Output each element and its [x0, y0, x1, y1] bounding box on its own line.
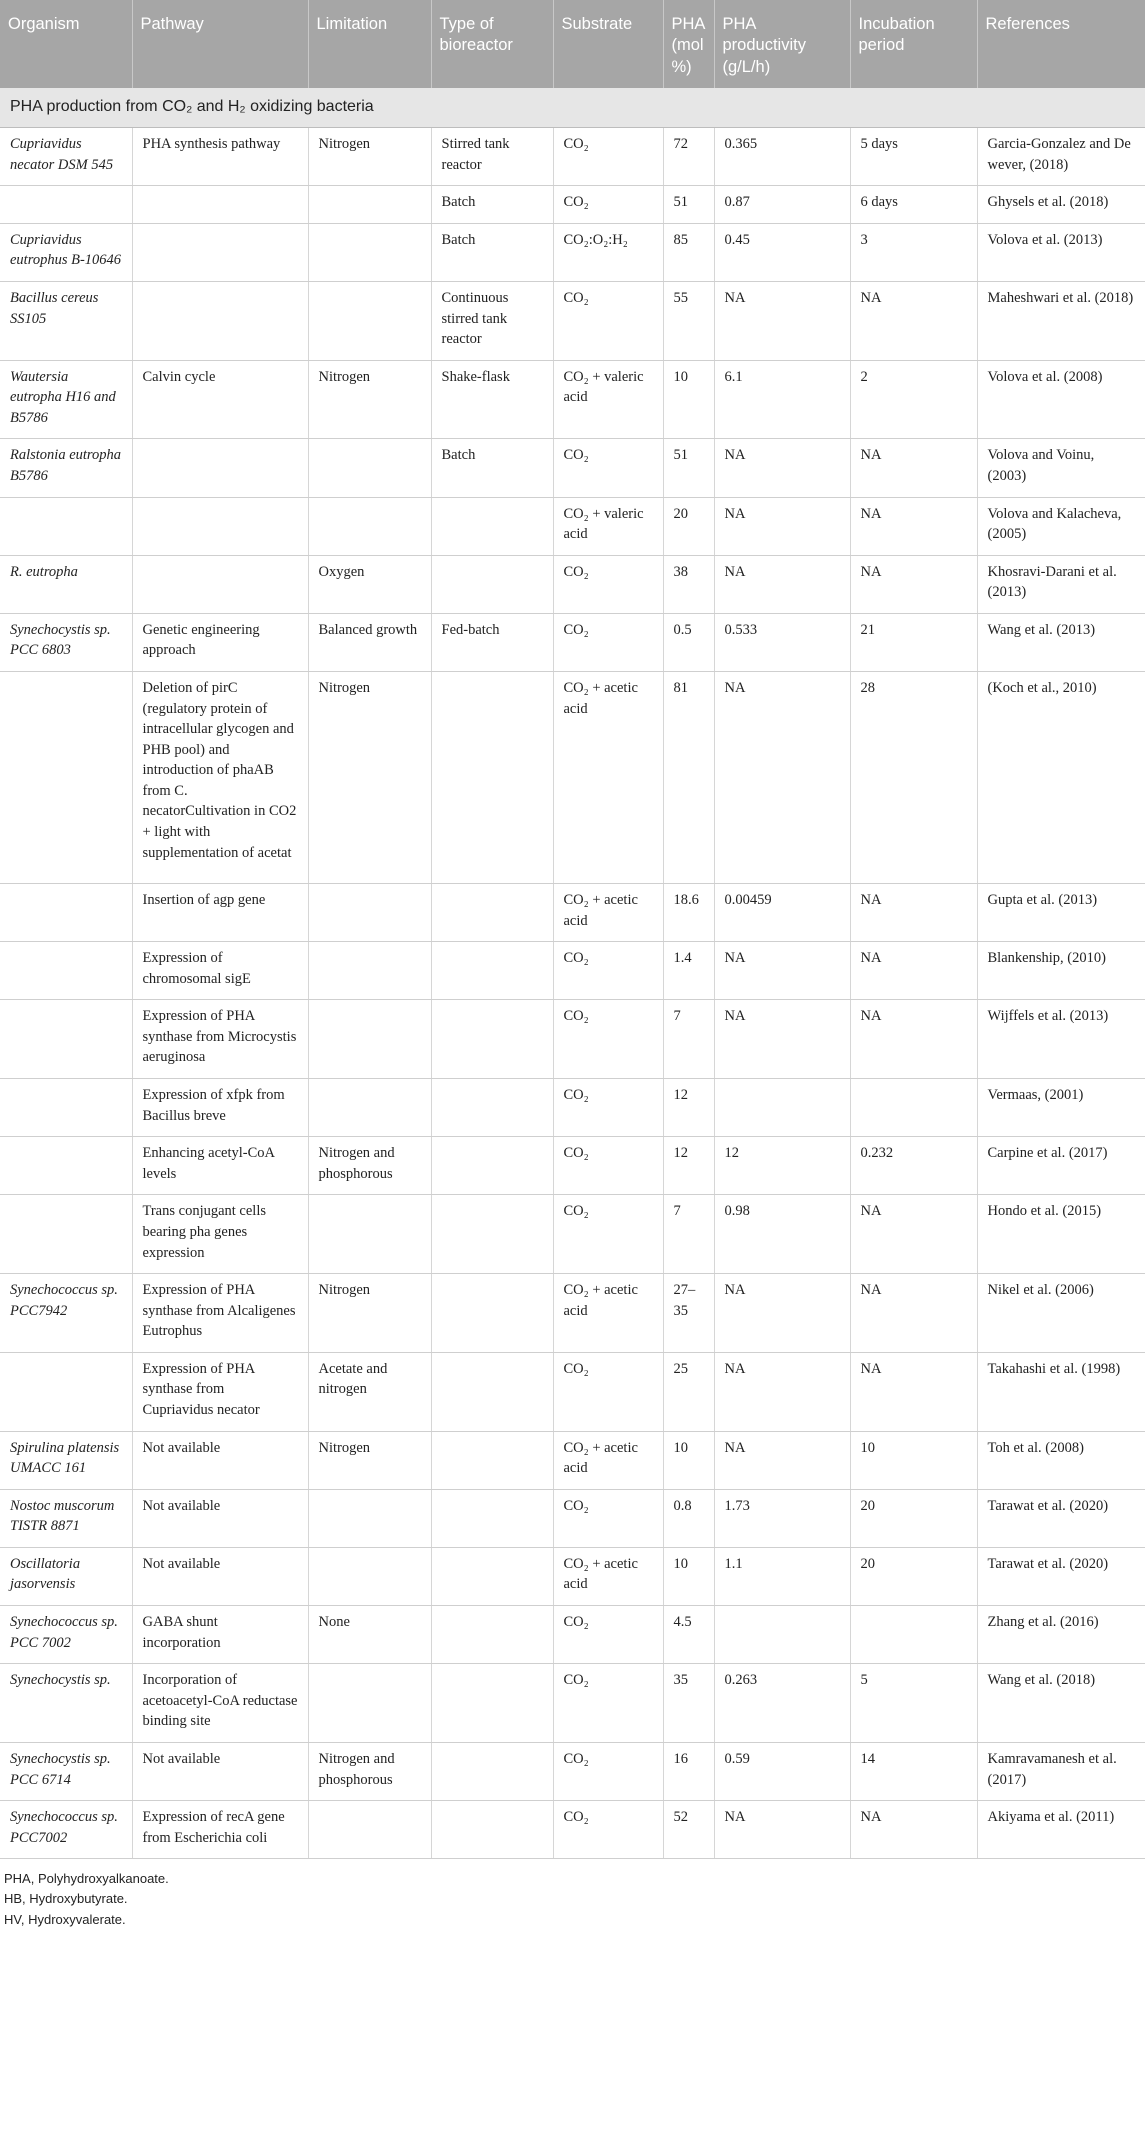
header-row	[0, 0, 1145, 88]
cell-incubation: 14	[850, 1742, 977, 1800]
cell-incubation	[850, 1079, 977, 1137]
cell-pathway: Expression of PHA synthase from Microcystis aeruginosa	[132, 1000, 308, 1079]
cell-bioreactor	[431, 1664, 553, 1743]
cell-substrate: CO₂ + acetic acid	[553, 1274, 663, 1353]
cell-incubation: NA	[850, 555, 977, 613]
cell-limitation: Oxygen	[308, 555, 431, 613]
cell-organism	[0, 1000, 132, 1079]
cell-incubation: NA	[850, 281, 977, 360]
cell-bioreactor	[431, 1801, 553, 1859]
cell-pha: 20	[663, 497, 714, 555]
cell-organism: Synechocystis sp. PCC 6803	[0, 613, 132, 671]
cell-pha: 1.4	[663, 942, 714, 1000]
header-references: References	[977, 0, 1145, 88]
cell-bioreactor: Fed-batch	[431, 613, 553, 671]
header-organism: Organism	[0, 0, 132, 88]
cell-limitation	[308, 1664, 431, 1743]
table-row	[0, 223, 1145, 281]
cell-productivity: NA	[714, 1801, 850, 1859]
table-row	[0, 1606, 1145, 1664]
cell-pathway	[132, 439, 308, 497]
cell-pha: 4.5	[663, 1606, 714, 1664]
cell-incubation: 5	[850, 1664, 977, 1743]
cell-bioreactor	[431, 1431, 553, 1489]
table-row	[0, 281, 1145, 360]
cell-incubation: NA	[850, 439, 977, 497]
cell-incubation: 20	[850, 1547, 977, 1605]
footnote: PHA, Polyhydroxyalkanoate.	[4, 1871, 169, 1887]
cell-substrate: CO₂	[553, 1000, 663, 1079]
table-row	[0, 1431, 1145, 1489]
cell-substrate: CO₂	[553, 1195, 663, 1274]
cell-pha: 10	[663, 1431, 714, 1489]
cell-pha: 12	[663, 1137, 714, 1195]
cell-reference: (Koch et al., 2010)	[977, 672, 1145, 884]
cell-pathway: Trans conjugant cells bearing pha genes expression	[132, 1195, 308, 1274]
cell-organism: Cupriavidus necator DSM 545	[0, 128, 132, 186]
cell-pha: 81	[663, 672, 714, 884]
cell-bioreactor	[431, 1489, 553, 1547]
cell-pha: 51	[663, 439, 714, 497]
header-pha: PHA (mol %)	[663, 0, 714, 88]
cell-organism	[0, 1352, 132, 1431]
cell-substrate: CO₂	[553, 1606, 663, 1664]
cell-pha: 16	[663, 1742, 714, 1800]
cell-reference: Blankenship, (2010)	[977, 942, 1145, 1000]
cell-limitation	[308, 1000, 431, 1079]
cell-incubation: 3	[850, 223, 977, 281]
cell-pathway: GABA shunt incorporation	[132, 1606, 308, 1664]
cell-substrate: CO₂ + acetic acid	[553, 672, 663, 884]
cell-bioreactor: Stirred tank reactor	[431, 128, 553, 186]
table-row	[0, 1000, 1145, 1079]
cell-reference: Zhang et al. (2016)	[977, 1606, 1145, 1664]
cell-incubation: 20	[850, 1489, 977, 1547]
cell-organism	[0, 1137, 132, 1195]
table-row	[0, 1079, 1145, 1137]
header-substrate: Substrate	[553, 0, 663, 88]
section-row	[0, 88, 1145, 127]
cell-pathway: Expression of PHA synthase from Alcaligenes Eutrophus	[132, 1274, 308, 1353]
cell-substrate: CO₂	[553, 942, 663, 1000]
table-row	[0, 497, 1145, 555]
cell-pathway: Expression of recA gene from Escherichia coli	[132, 1801, 308, 1859]
table-row	[0, 1137, 1145, 1195]
cell-substrate: CO₂	[553, 1352, 663, 1431]
cell-productivity: NA	[714, 1000, 850, 1079]
cell-pathway: PHA synthesis pathway	[132, 128, 308, 186]
cell-pathway: Not available	[132, 1547, 308, 1605]
cell-reference: Volova and Voinu, (2003)	[977, 439, 1145, 497]
cell-productivity	[714, 1606, 850, 1664]
cell-incubation: 21	[850, 613, 977, 671]
cell-pha: 12	[663, 1079, 714, 1137]
cell-reference: Takahashi et al. (1998)	[977, 1352, 1145, 1431]
cell-pha: 85	[663, 223, 714, 281]
cell-substrate: CO₂	[553, 613, 663, 671]
cell-bioreactor	[431, 1742, 553, 1800]
table-row	[0, 1274, 1145, 1353]
header-limitation: Limitation	[308, 0, 431, 88]
cell-limitation: Nitrogen and phosphorous	[308, 1137, 431, 1195]
cell-limitation	[308, 281, 431, 360]
cell-substrate: CO₂	[553, 186, 663, 224]
cell-pha: 0.5	[663, 613, 714, 671]
cell-pha: 72	[663, 128, 714, 186]
cell-pathway: Genetic engineering approach	[132, 613, 308, 671]
cell-organism: Cupriavidus eutrophus B-10646	[0, 223, 132, 281]
cell-pathway: Expression of chromosomal sigE	[132, 942, 308, 1000]
cell-pha: 10	[663, 360, 714, 439]
table-row	[0, 1195, 1145, 1274]
table-row	[0, 439, 1145, 497]
cell-reference: Volova et al. (2008)	[977, 360, 1145, 439]
cell-bioreactor	[431, 672, 553, 884]
cell-productivity	[714, 1079, 850, 1137]
cell-limitation: Nitrogen	[308, 360, 431, 439]
footnote: HB, Hydroxybutyrate.	[4, 1891, 128, 1907]
cell-bioreactor	[431, 1137, 553, 1195]
cell-organism	[0, 942, 132, 1000]
cell-substrate: CO₂	[553, 281, 663, 360]
cell-productivity: 0.98	[714, 1195, 850, 1274]
cell-bioreactor	[431, 1079, 553, 1137]
cell-productivity: 12	[714, 1137, 850, 1195]
cell-productivity: 0.45	[714, 223, 850, 281]
cell-pha: 35	[663, 1664, 714, 1743]
cell-bioreactor	[431, 497, 553, 555]
cell-bioreactor	[431, 1547, 553, 1605]
cell-productivity: NA	[714, 281, 850, 360]
cell-reference: Nikel et al. (2006)	[977, 1274, 1145, 1353]
cell-productivity: NA	[714, 1352, 850, 1431]
cell-limitation	[308, 1489, 431, 1547]
cell-pathway: Not available	[132, 1431, 308, 1489]
cell-productivity: 1.1	[714, 1547, 850, 1605]
cell-limitation	[308, 497, 431, 555]
cell-substrate: CO₂	[553, 439, 663, 497]
cell-substrate: CO₂	[553, 555, 663, 613]
cell-reference: Tarawat et al. (2020)	[977, 1547, 1145, 1605]
cell-organism	[0, 884, 132, 942]
cell-reference: Carpine et al. (2017)	[977, 1137, 1145, 1195]
cell-reference: Gupta et al. (2013)	[977, 884, 1145, 942]
cell-limitation	[308, 223, 431, 281]
cell-organism: Synechocystis sp.	[0, 1664, 132, 1743]
cell-incubation: NA	[850, 1801, 977, 1859]
header-incubation: Incubation period	[850, 0, 977, 88]
cell-reference: Khosravi-Darani et al. (2013)	[977, 555, 1145, 613]
table-row	[0, 555, 1145, 613]
cell-incubation: NA	[850, 1000, 977, 1079]
table-row	[0, 1742, 1145, 1800]
cell-pha: 7	[663, 1195, 714, 1274]
table-row	[0, 1664, 1145, 1743]
cell-substrate: CO₂	[553, 1742, 663, 1800]
cell-pathway	[132, 281, 308, 360]
cell-limitation: Nitrogen	[308, 672, 431, 884]
cell-productivity: 0.00459	[714, 884, 850, 942]
cell-organism: Synechocystis sp. PCC 6714	[0, 1742, 132, 1800]
cell-limitation	[308, 439, 431, 497]
cell-limitation: Balanced growth	[308, 613, 431, 671]
cell-limitation	[308, 1195, 431, 1274]
cell-bioreactor	[431, 1352, 553, 1431]
cell-pha: 0.8	[663, 1489, 714, 1547]
cell-productivity: NA	[714, 497, 850, 555]
cell-bioreactor: Shake-flask	[431, 360, 553, 439]
header-pathway: Pathway	[132, 0, 308, 88]
cell-substrate: CO₂ + acetic acid	[553, 1547, 663, 1605]
cell-organism: Ralstonia eutropha B5786	[0, 439, 132, 497]
cell-pathway: Expression of PHA synthase from Cupriavidus necator	[132, 1352, 308, 1431]
cell-organism: Nostoc muscorum TISTR 8871	[0, 1489, 132, 1547]
table-row	[0, 884, 1145, 942]
cell-productivity: 0.365	[714, 128, 850, 186]
cell-substrate: CO₂ + acetic acid	[553, 1431, 663, 1489]
cell-incubation	[850, 1606, 977, 1664]
cell-reference: Wang et al. (2018)	[977, 1664, 1145, 1743]
table-row	[0, 186, 1145, 224]
cell-incubation: 6 days	[850, 186, 977, 224]
cell-incubation: 28	[850, 672, 977, 884]
cell-reference: Kamravamanesh et al. (2017)	[977, 1742, 1145, 1800]
cell-reference: Wang et al. (2013)	[977, 613, 1145, 671]
table-row	[0, 1352, 1145, 1431]
cell-incubation: NA	[850, 497, 977, 555]
cell-pha: 52	[663, 1801, 714, 1859]
cell-incubation: 0.232	[850, 1137, 977, 1195]
cell-productivity: 0.87	[714, 186, 850, 224]
cell-substrate: CO₂	[553, 1801, 663, 1859]
cell-substrate: CO₂ + acetic acid	[553, 884, 663, 942]
header-bioreactor: Type of bioreactor	[431, 0, 553, 88]
footnotes	[0, 1859, 1145, 1939]
cell-reference: Toh et al. (2008)	[977, 1431, 1145, 1489]
cell-pathway: Expression of xfpk from Bacillus breve	[132, 1079, 308, 1137]
cell-incubation: NA	[850, 1352, 977, 1431]
cell-substrate: CO₂	[553, 1137, 663, 1195]
cell-bioreactor	[431, 1274, 553, 1353]
cell-incubation: 5 days	[850, 128, 977, 186]
cell-substrate: CO₂	[553, 128, 663, 186]
cell-organism: Wautersia eutropha H16 and B5786	[0, 360, 132, 439]
cell-organism: R. eutropha	[0, 555, 132, 613]
cell-pathway: Not available	[132, 1489, 308, 1547]
cell-bioreactor: Continuous stirred tank reactor	[431, 281, 553, 360]
cell-pha: 7	[663, 1000, 714, 1079]
header-productivity: PHA productivity (g/L/h)	[714, 0, 850, 88]
cell-pha: 51	[663, 186, 714, 224]
table-row	[0, 1547, 1145, 1605]
cell-limitation	[308, 1547, 431, 1605]
cell-reference: Maheshwari et al. (2018)	[977, 281, 1145, 360]
cell-organism: Oscillatoria jasorvensis	[0, 1547, 132, 1605]
cell-incubation: NA	[850, 1195, 977, 1274]
cell-incubation: 10	[850, 1431, 977, 1489]
cell-organism: Synechococcus sp. PCC 7002	[0, 1606, 132, 1664]
cell-organism	[0, 1079, 132, 1137]
table-row	[0, 1801, 1145, 1859]
cell-bioreactor	[431, 1000, 553, 1079]
cell-substrate: CO₂:O₂:H₂	[553, 223, 663, 281]
cell-bioreactor	[431, 1606, 553, 1664]
cell-productivity: NA	[714, 1274, 850, 1353]
cell-incubation: NA	[850, 1274, 977, 1353]
cell-bioreactor: Batch	[431, 223, 553, 281]
cell-productivity: NA	[714, 439, 850, 497]
cell-productivity: NA	[714, 672, 850, 884]
table-row	[0, 1489, 1145, 1547]
cell-substrate: CO₂ + valeric acid	[553, 360, 663, 439]
cell-incubation: NA	[850, 884, 977, 942]
table-row	[0, 672, 1145, 884]
cell-pathway: Not available	[132, 1742, 308, 1800]
cell-productivity: 0.263	[714, 1664, 850, 1743]
cell-pathway: Insertion of agp gene	[132, 884, 308, 942]
cell-organism: Synechococcus sp. PCC7002	[0, 1801, 132, 1859]
cell-reference: Vermaas, (2001)	[977, 1079, 1145, 1137]
cell-organism	[0, 497, 132, 555]
cell-reference: Tarawat et al. (2020)	[977, 1489, 1145, 1547]
cell-pha: 27–35	[663, 1274, 714, 1353]
cell-pha: 10	[663, 1547, 714, 1605]
table-row	[0, 360, 1145, 439]
cell-limitation: Nitrogen and phosphorous	[308, 1742, 431, 1800]
cell-limitation: None	[308, 1606, 431, 1664]
cell-pathway: Enhancing acetyl-CoA levels	[132, 1137, 308, 1195]
cell-productivity: NA	[714, 1431, 850, 1489]
cell-limitation	[308, 186, 431, 224]
cell-pha: 55	[663, 281, 714, 360]
section-title: PHA production from CO₂ and H₂ oxidizing bacteria	[0, 88, 1145, 127]
cell-limitation	[308, 1801, 431, 1859]
cell-substrate: CO₂	[553, 1079, 663, 1137]
cell-productivity: NA	[714, 942, 850, 1000]
cell-limitation	[308, 884, 431, 942]
cell-productivity: 6.1	[714, 360, 850, 439]
cell-organism	[0, 186, 132, 224]
footnote: HV, Hydroxyvalerate.	[4, 1911, 126, 1927]
cell-incubation: NA	[850, 942, 977, 1000]
cell-pathway: Deletion of pirC (regulatory protein of intracellular glycogen and PHB pool) and introduction of phaAB from C. necatorCultivation in CO2 + light with supplementation of acetat	[132, 672, 308, 884]
cell-organism: Synechococcus sp. PCC7942	[0, 1274, 132, 1353]
cell-pathway: Incorporation of acetoacetyl-CoA reductase binding site	[132, 1664, 308, 1743]
cell-substrate: CO₂ + valeric acid	[553, 497, 663, 555]
cell-reference: Garcia-Gonzalez and De wever, (2018)	[977, 128, 1145, 186]
cell-reference: Wijffels et al. (2013)	[977, 1000, 1145, 1079]
cell-reference: Akiyama et al. (2011)	[977, 1801, 1145, 1859]
cell-pathway	[132, 223, 308, 281]
cell-pathway	[132, 555, 308, 613]
cell-substrate: CO₂	[553, 1664, 663, 1743]
cell-reference: Volova et al. (2013)	[977, 223, 1145, 281]
cell-bioreactor	[431, 555, 553, 613]
cell-bioreactor: Batch	[431, 186, 553, 224]
cell-reference: Volova and Kalacheva, (2005)	[977, 497, 1145, 555]
cell-limitation	[308, 942, 431, 1000]
cell-organism: Spirulina platensis UMACC 161	[0, 1431, 132, 1489]
cell-pathway: Calvin cycle	[132, 360, 308, 439]
cell-limitation: Nitrogen	[308, 128, 431, 186]
cell-organism	[0, 1195, 132, 1274]
cell-pha: 38	[663, 555, 714, 613]
cell-productivity: 0.533	[714, 613, 850, 671]
table-row	[0, 942, 1145, 1000]
cell-pathway	[132, 186, 308, 224]
table-row	[0, 613, 1145, 671]
cell-bioreactor	[431, 942, 553, 1000]
cell-pathway	[132, 497, 308, 555]
cell-limitation: Nitrogen	[308, 1431, 431, 1489]
cell-reference: Ghysels et al. (2018)	[977, 186, 1145, 224]
cell-productivity: 0.59	[714, 1742, 850, 1800]
cell-limitation: Nitrogen	[308, 1274, 431, 1353]
table-row	[0, 128, 1145, 186]
cell-pha: 25	[663, 1352, 714, 1431]
cell-pha: 18.6	[663, 884, 714, 942]
cell-reference: Hondo et al. (2015)	[977, 1195, 1145, 1274]
cell-organism	[0, 672, 132, 884]
cell-substrate: CO₂	[553, 1489, 663, 1547]
cell-bioreactor	[431, 884, 553, 942]
cell-productivity: 1.73	[714, 1489, 850, 1547]
cell-limitation	[308, 1079, 431, 1137]
cell-productivity: NA	[714, 555, 850, 613]
cell-bioreactor	[431, 1195, 553, 1274]
cell-bioreactor: Batch	[431, 439, 553, 497]
cell-incubation: 2	[850, 360, 977, 439]
cell-organism: Bacillus cereus SS105	[0, 281, 132, 360]
cell-limitation: Acetate and nitrogen	[308, 1352, 431, 1431]
